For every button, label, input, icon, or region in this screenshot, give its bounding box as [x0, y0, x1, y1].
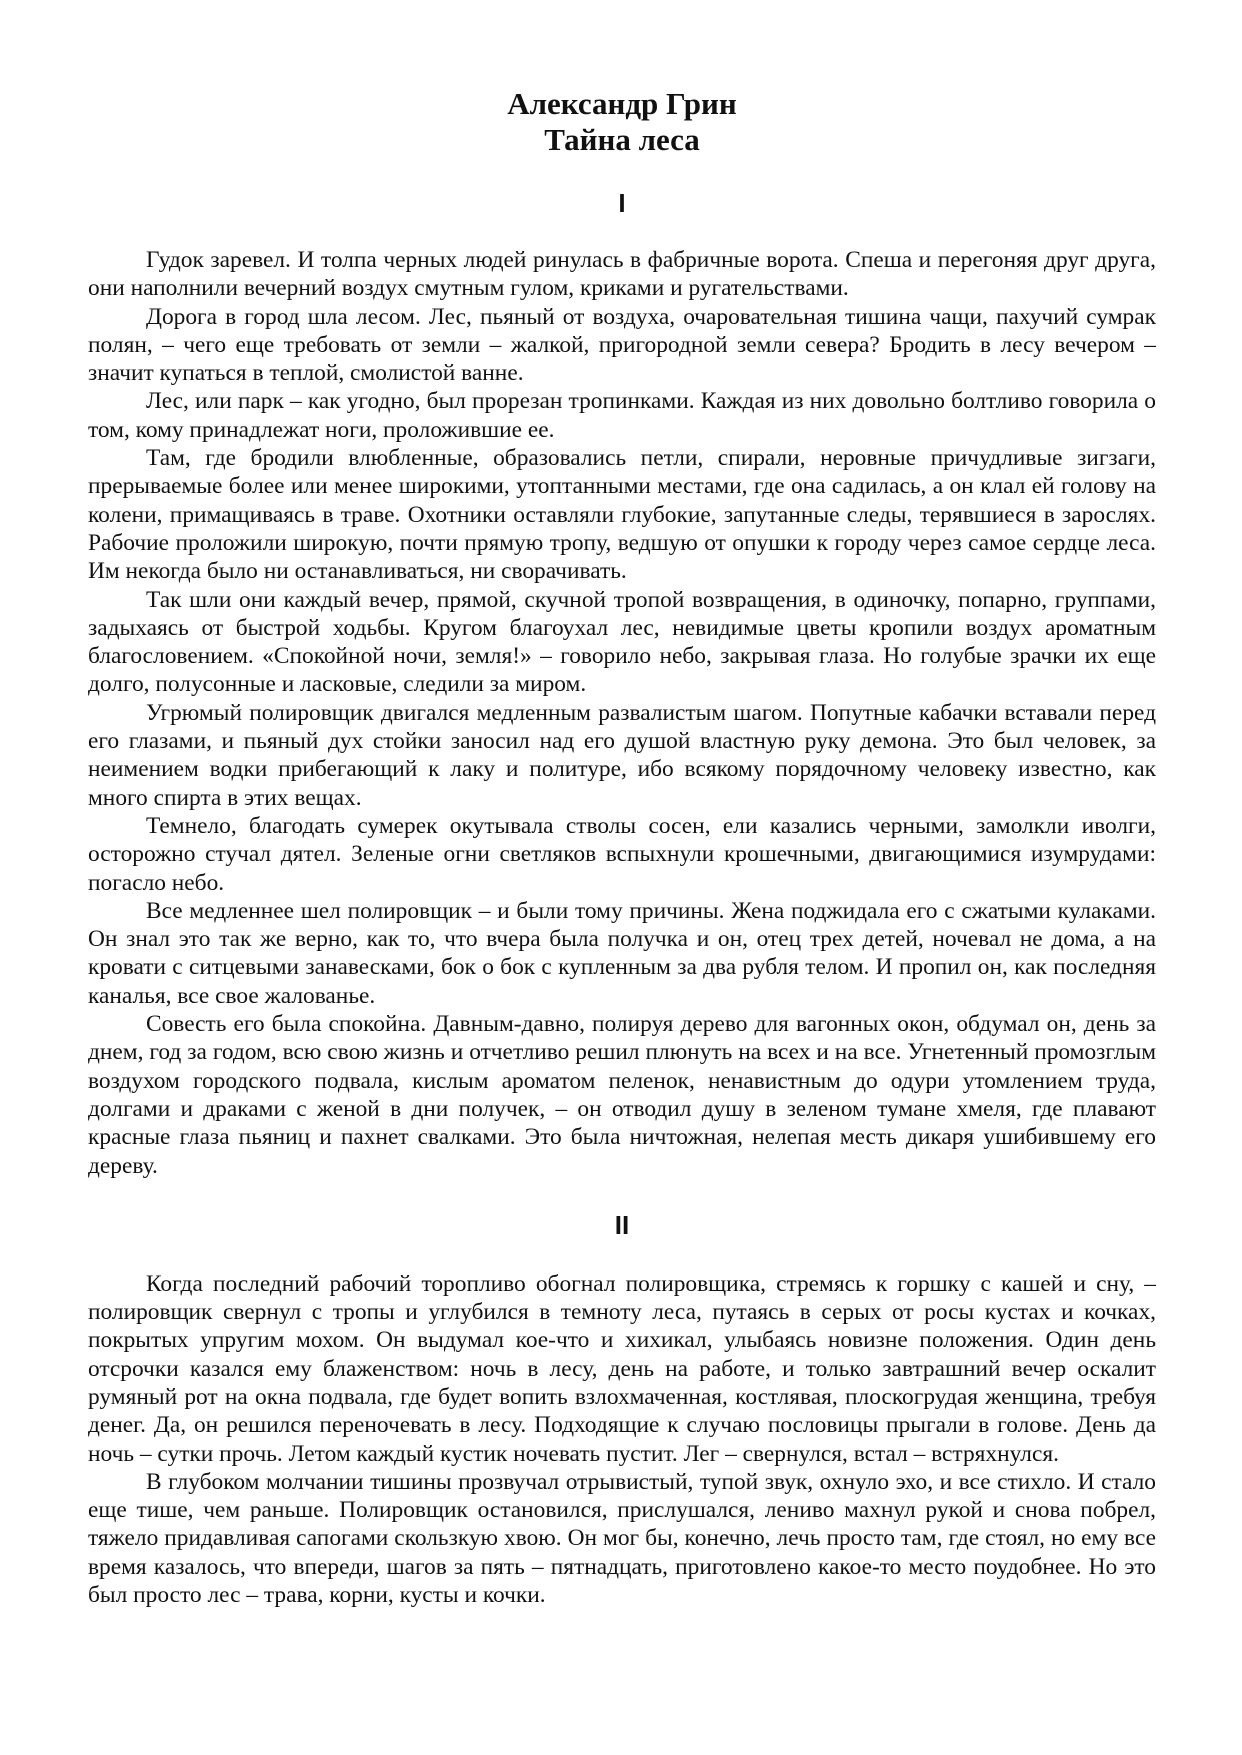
paragraph: Угрюмый полировщик двигался медленным развалистым шагом. Попутные кабачки вставали перед его глазами, и пьяный дух стойки заносил над его душой властную руку демона. Это был человек, за неимением водки прибегающий к лаку и политуре, ибо всякому порядочному человеку известно, как много спирта в этих вещах.: [88, 699, 1156, 811]
story-title: Тайна леса: [544, 122, 700, 157]
paragraph: Там, где бродили влюбленные, образовались петли, спирали, неровные причудливые зигзаги, прерываемые более или менее широкими, утоптанными местами, где она садилась, а он клал ей голову на колени, примащиваясь в траве. Охотники оставляли глубокие, запутанные следы, терявшиеся в зарослях. Рабочие проложили широкую, почти прямую тропу, ведшую от опушки к городу через самое сердце леса. Им некогда было ни останавливаться, ни сворачивать.: [88, 445, 1156, 585]
section-heading-1: I: [618, 188, 626, 218]
paragraph: Лес, или парк – как угодно, был прорезан тропинками. Каждая из них довольно болтливо говорила о том, кому принадлежат ноги, проложившие ее.: [88, 388, 1156, 443]
paragraph: Когда последний рабочий торопливо обогнал полировщика, стремясь к горшку с кашей и сну, – полировщик свернул с тропы и углубился в темноту леса, путаясь в серых от росы кустах и кочках, покрытых упругим мохом. Он выдумал кое-что и хихикал, улыбаясь новизне положения. Один день отсрочки казался ему блаженством: ночь в лесу, день на работе, и только завтрашний вечер оскалит румяный рот на окна подвала, где будет вопить взлохмаченная, костлявая, плоскогрудая женщина, требуя денег. Да, он решился переночевать в лесу. Подходящие к случаю пословицы прыгали в голове. День да ночь – сутки прочь. Летом каждый кустик ночевать пустит. Лег – свернулся, встал – встряхнулся.: [88, 1270, 1156, 1467]
paragraph: Все медленнее шел полировщик – и были тому причины. Жена поджидала его с сжатыми кулаками. Он знал это так же верно, как то, что вчера была получка и он, отец трех детей, ночевал не дома, а на кровати с ситцевыми занавесками, бок о бок с купленным за два рубля телом. И пропил он, как последняя каналья, все свое жалованье.: [88, 897, 1156, 1009]
title-block: [88, 86, 1156, 158]
section-heading-2: II: [614, 1209, 630, 1240]
document-page: [88, 86, 1156, 1609]
paragraph: В глубоком молчании тишины прозвучал отрывистый, тупой звук, охнуло эхо, и все стихло. И стало еще тише, чем раньше. Полировщик остановился, прислушался, лениво махнул рукой и снова побрел, тяжело придавливая сапогами скользкую хвою. Он мог бы, конечно, лечь просто там, где стоял, но ему все время казалось, что впереди, шагов за пять – пятнадцать, приготовлено какое-то место поудобнее. Но это был просто лес – трава, корни, кусты и кочки.: [88, 1468, 1156, 1609]
author-name: Александр Грин: [507, 86, 737, 121]
paragraph: Совесть его была спокойна. Давным-давно, полируя дерево для вагонных окон, обдумал он, день за днем, год за годом, всю свою жизнь и отчетливо решил плюнуть на всех и на все. Угнетенный промозглым воздухом городского подвала, кислым ароматом пеленок, ненавистным до одури утомлением труда, долгами и драками с женой в дни получек, – он отводил душу в зеленом тумане хмеля, где плавают красные глаза пьяниц и пахнет свалками. Это была ничтожная, нелепая месть дикаря ушибившему его дереву.: [88, 1011, 1156, 1179]
paragraph: Темнело, благодать сумерек окутывала стволы сосен, ели казались черными, замолкли иволги, осторожно стучал дятел. Зеленые огни светляков вспыхнули крошечными, двигающимися изумрудами: погасло небо.: [88, 812, 1156, 896]
paragraph: Гудок заревел. И толпа черных людей ринулась в фабричные ворота. Спеша и перегоняя друг друга, они наполнили вечерний воздух смутным гулом, криками и ругательствами.: [88, 247, 1156, 302]
paragraph: Так шли они каждый вечер, прямой, скучной тропой возвращения, в одиночку, попарно, группами, задыхаясь от быстрой ходьбы. Кругом благоухал лес, невидимые цветы кропили воздух ароматным благословением. «Спокойной ночи, земля!» – говорило небо, закрывая глаза. Но голубые зрачки их еще долго, полусонные и ласковые, следили за миром.: [88, 586, 1156, 698]
paragraph: Дорога в город шла лесом. Лес, пьяный от воздуха, очаровательная тишина чащи, пахучий сумрак полян, – чего еще требовать от земли – жалкой, пригородной земли севера? Бродить в лесу вечером – значит купаться в теплой, смолистой ванне.: [88, 303, 1156, 387]
